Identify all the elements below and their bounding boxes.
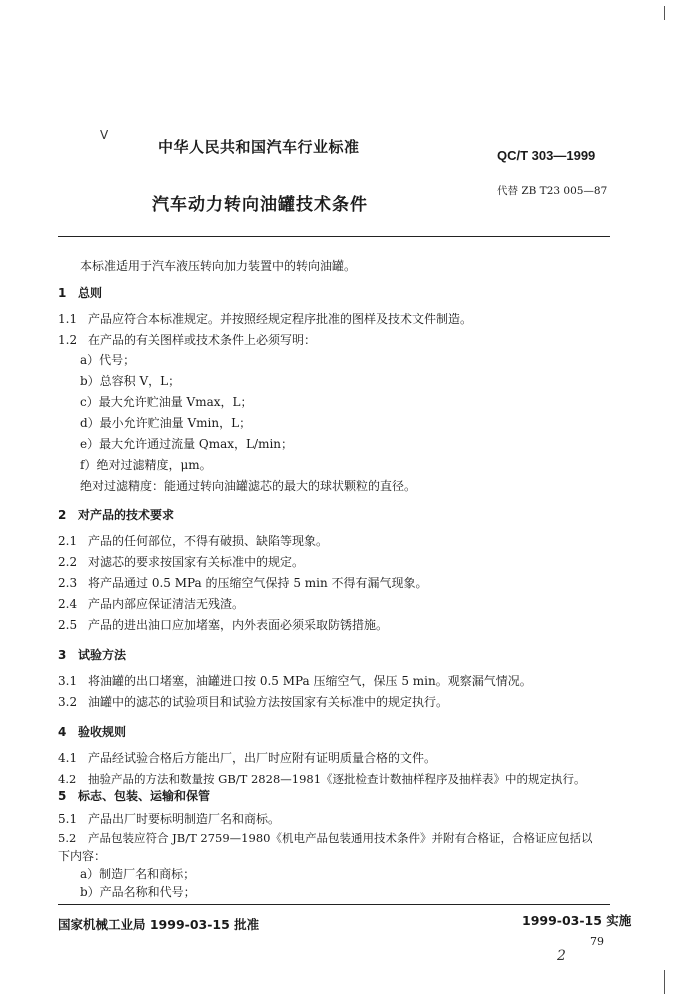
- section-4-heading: [58, 724, 126, 740]
- clause-text: 抽验产品的方法和数量按 GB/T 2828—1981《逐批检查计数抽样程序及抽样表》中的规定执行。: [88, 772, 586, 786]
- list-item: f）绝对过滤精度，μm。: [80, 458, 212, 472]
- clause-text: 产品经试验合格后方能出厂，出厂时应附有证明质量合格的文件。: [88, 751, 437, 765]
- clause-number: 1.2: [58, 333, 78, 347]
- clause-text: 产品内部应保证清洁无残渣。: [88, 597, 245, 611]
- clause-2-3: [58, 575, 428, 591]
- section-title: 标志、包装、运输和保管: [78, 789, 211, 803]
- section-title: 试验方法: [78, 648, 127, 662]
- replaces-standard: 代替 ZB T23 005—87: [497, 185, 608, 197]
- clause-text: 产品的进出油口应加堵塞，内外表面必须采取防锈措施。: [88, 618, 389, 632]
- list-item: b）总容积 V，L；: [80, 374, 181, 388]
- page-number: 79: [590, 935, 604, 948]
- clause-text: 产品出厂时要标明制造厂名和商标。: [88, 812, 281, 826]
- issuing-organization: 中华人民共和国汽车行业标准: [158, 138, 360, 156]
- scan-edge-mark: [664, 970, 665, 994]
- scan-edge-mark: [664, 6, 665, 20]
- clause-1-2: [58, 332, 316, 348]
- clause-5-1: [58, 811, 280, 827]
- list-item: e）最大允许通过流量 Qmax，L/min；: [80, 437, 294, 451]
- clause-2-1: [58, 533, 328, 549]
- clause-number: 2.5: [58, 618, 78, 632]
- clause-number: 2.4: [58, 597, 78, 611]
- clause-number: 2.2: [58, 555, 78, 569]
- section-number: 4: [58, 725, 67, 739]
- document-title: 汽车动力转向油罐技术条件: [152, 195, 368, 215]
- clause-1-1: [58, 311, 472, 327]
- list-item: a）代号；: [80, 353, 136, 367]
- effective-date: 1999-03-15 实施: [522, 913, 632, 928]
- list-item: d）最小允许贮油量 Vmin，L；: [80, 416, 252, 430]
- clause-text: 对滤芯的要求按国家有关标准中的规定。: [88, 555, 305, 569]
- list-item: c）最大允许贮油量 Vmax，L；: [80, 395, 253, 409]
- clause-number: 4.2: [58, 772, 77, 786]
- clause-2-4: [58, 596, 244, 612]
- clause-2-2: [58, 554, 304, 570]
- clause-5-2-continuation: 下内容：: [58, 849, 107, 863]
- section-3-heading: [58, 647, 126, 663]
- clause-number: 5.1: [58, 812, 78, 826]
- clause-text: 产品应符合本标准规定。并按照经规定程序批准的图样及技术文件制造。: [88, 312, 473, 326]
- clause-text: 在产品的有关图样或技术条件上必须写明：: [88, 333, 317, 347]
- corner-check-mark: V: [100, 128, 109, 142]
- clause-number: 2.3: [58, 576, 78, 590]
- standard-code: QC/T 303—1999: [497, 148, 596, 163]
- header-rule: [58, 236, 610, 237]
- clause-number: 2.1: [58, 534, 78, 548]
- filter-definition: 绝对过滤精度：能通过转向油罐滤芯的最大的球状颗粒的直径。: [80, 479, 417, 493]
- section-title: 验收规则: [78, 725, 127, 739]
- clause-3-2: [58, 694, 448, 710]
- list-item: b）产品名称和代号；: [80, 885, 196, 899]
- clause-text: 将油罐的出口堵塞，油罐进口按 0.5 MPa 压缩空气，保压 5 min。观察漏气情况。: [88, 674, 532, 688]
- section-title: 对产品的技术要求: [78, 508, 175, 522]
- section-number: 2: [58, 508, 67, 522]
- section-number: 1: [58, 286, 67, 300]
- clause-text: 产品的任何部位，不得有破损、缺陷等现象。: [88, 534, 329, 548]
- clause-2-5: [58, 617, 388, 633]
- clause-5-2: [58, 830, 592, 846]
- clause-number: 3.2: [58, 695, 78, 709]
- clause-4-2: [58, 771, 586, 787]
- clause-number: 1.1: [58, 312, 78, 326]
- clause-text: 产品包装应符合 JB/T 2759—1980《机电产品包装通用技术条件》并附有合格证，合格证应包括以: [88, 831, 593, 845]
- clause-3-1: [58, 673, 532, 689]
- clause-text: 油罐中的滤芯的试验项目和试验方法按国家有关标准中的规定执行。: [88, 695, 449, 709]
- section-number: 3: [58, 648, 67, 662]
- clause-4-1: [58, 750, 436, 766]
- clause-number: 4.1: [58, 751, 78, 765]
- list-item: a）制造厂名和商标；: [80, 867, 196, 881]
- approval-line: 国家机械工业局 1999-03-15 批准: [58, 917, 260, 932]
- section-2-heading: [58, 507, 174, 523]
- footer-rule: [58, 904, 610, 905]
- clause-number: 5.2: [58, 831, 77, 845]
- clause-number: 3.1: [58, 674, 78, 688]
- handwritten-mark: 2: [557, 948, 566, 964]
- scope-statement: 本标准适用于汽车液压转向加力装置中的转向油罐。: [80, 259, 357, 273]
- clause-text: 将产品通过 0.5 MPa 的压缩空气保持 5 min 不得有漏气现象。: [88, 576, 428, 590]
- section-1-heading: [58, 285, 102, 301]
- section-title: 总则: [78, 286, 103, 300]
- section-5-heading: [58, 788, 210, 804]
- section-number: 5: [58, 789, 67, 803]
